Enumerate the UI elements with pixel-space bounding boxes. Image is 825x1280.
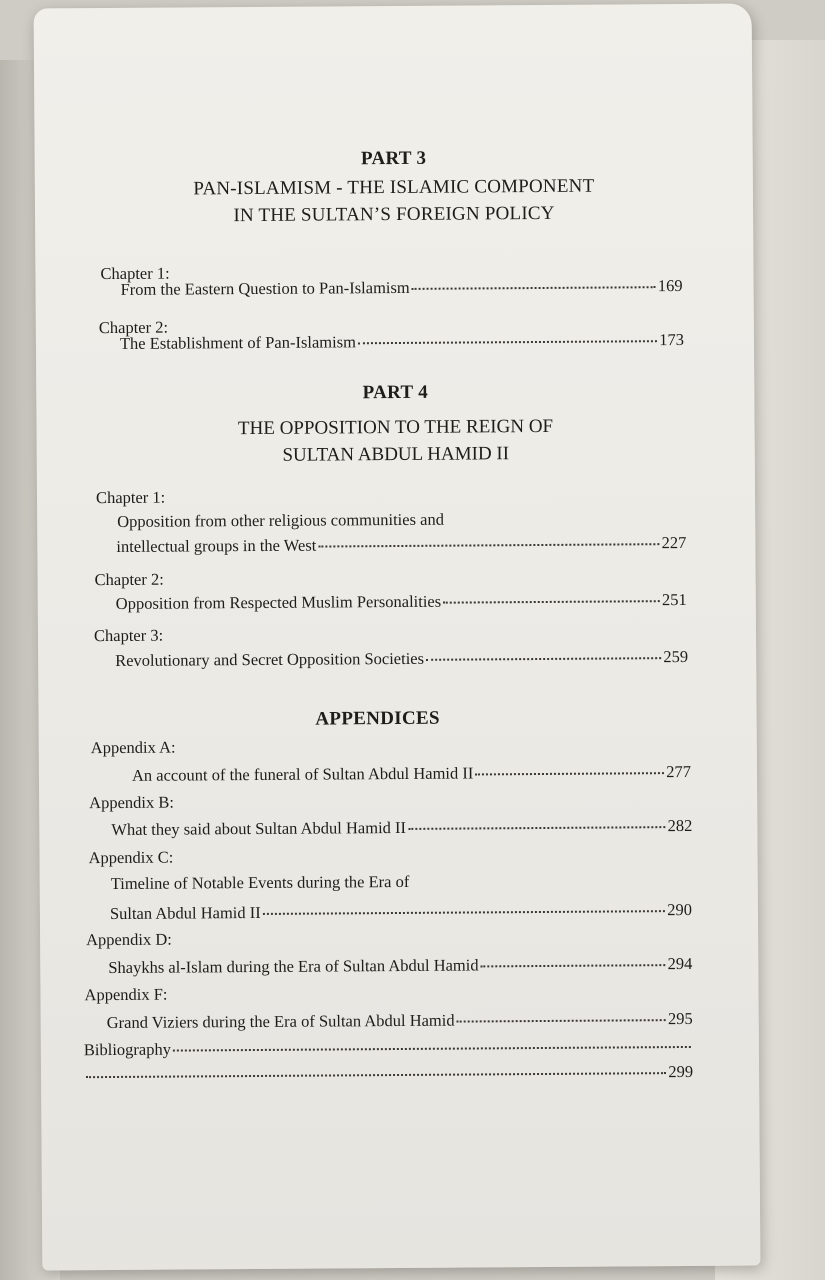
appendix-d-label: Appendix D:: [86, 929, 172, 950]
part3-title-line2: IN THE SULTAN’S FOREIGN POLICY: [233, 202, 555, 227]
part4-ch1-title-line1: Opposition from other religious communities and: [117, 509, 444, 531]
appendix-f-label: Appendix F:: [84, 984, 168, 1005]
appendices-heading: APPENDICES: [315, 707, 440, 730]
part4-ch1-line[interactable]: [116, 533, 686, 557]
part3-ch1-label: Chapter 1:: [100, 263, 170, 284]
bibliography-page: 299: [668, 1061, 694, 1082]
dot-leader: [173, 1046, 691, 1052]
appendix-a-page: 277: [666, 761, 692, 782]
part4-ch3-line[interactable]: [115, 647, 688, 671]
dot-leader: [475, 772, 664, 775]
appendix-d-title: Shaykhs al-Islam during the Era of Sultan Abdul Hamid: [108, 955, 479, 978]
appendix-c-line[interactable]: [110, 900, 692, 924]
part3-ch2-line[interactable]: [120, 330, 684, 354]
dot-leader: [457, 1019, 666, 1022]
part4-ch3-label: Chapter 3:: [93, 625, 164, 646]
dot-leader: [358, 340, 657, 344]
dot-leader: [318, 543, 659, 547]
appendix-b-label: Appendix B:: [89, 792, 175, 813]
appendix-c-title: Sultan Abdul Hamid II: [109, 902, 261, 924]
part4-ch3-title: Revolutionary and Secret Opposition Societies: [115, 648, 425, 670]
dot-leader: [426, 657, 661, 661]
part3-ch2-page: 173: [659, 329, 684, 350]
part4-ch3-page: 259: [663, 646, 689, 667]
dot-leader: [408, 826, 666, 830]
part4-ch2-line[interactable]: [116, 590, 687, 614]
appendix-a-label: Appendix A:: [90, 737, 176, 758]
dot-leader: [443, 600, 660, 604]
part4-ch1-title: intellectual groups in the West: [116, 535, 317, 556]
part3-title-line1: PAN-ISLAMISM - THE ISLAMIC COMPONENT: [193, 175, 595, 200]
part3-ch1-line[interactable]: [121, 276, 683, 300]
part4-ch1-page: 227: [661, 532, 687, 553]
appendix-b-page: 282: [667, 815, 693, 836]
appendix-b-line[interactable]: [111, 816, 692, 840]
part3-ch2-title: The Establishment of Pan-Islamism: [119, 332, 357, 353]
part4-title-line1: THE OPPOSITION TO THE REIGN OF: [237, 415, 554, 440]
appendix-c-title-line1: Timeline of Notable Events during the Era of: [110, 871, 410, 894]
part4-ch2-title: Opposition from Respected Muslim Personalities: [115, 591, 442, 613]
appendix-a-title: An account of the funeral of Sultan Abdul Hamid II: [131, 763, 474, 785]
part4-ch2-page: 251: [661, 589, 687, 610]
bibliography-line[interactable]: [84, 1036, 693, 1060]
part4-title: [36, 411, 754, 470]
appendix-d-page: 294: [667, 953, 693, 974]
appendix-f-line[interactable]: [107, 1009, 693, 1033]
appendix-c-label: Appendix C:: [88, 847, 174, 868]
appendix-a-line[interactable]: [132, 762, 691, 786]
part3-ch2-label: Chapter 2:: [98, 317, 169, 338]
part3-heading: PART 3: [360, 147, 427, 170]
bibliography-title: Bibliography: [83, 1039, 172, 1060]
part3-ch1-page: 169: [657, 275, 683, 296]
dot-leader: [263, 910, 665, 915]
book-page: [34, 4, 761, 1271]
appendix-f-page: 295: [667, 1008, 693, 1029]
dot-leader: [86, 1072, 666, 1078]
appendix-d-line[interactable]: [108, 954, 692, 978]
bibliography-page-line: [84, 1062, 693, 1086]
part4-ch2-label: Chapter 2:: [94, 569, 164, 590]
dot-leader: [412, 286, 656, 290]
part3-ch1-title: From the Eastern Question to Pan-Islamism: [120, 277, 410, 299]
part3-title: [35, 172, 753, 231]
dot-leader: [481, 964, 666, 967]
appendix-b-title: What they said about Sultan Abdul Hamid II: [111, 817, 407, 839]
appendix-f-title: Grand Viziers during the Era of Sultan Abdul Hamid: [106, 1010, 455, 1033]
part4-heading: PART 4: [362, 381, 429, 404]
part4-title-line2: SULTAN ABDUL HAMID II: [282, 443, 510, 466]
part4-ch1-label: Chapter 1:: [95, 487, 166, 508]
appendix-c-page: 290: [667, 899, 692, 920]
